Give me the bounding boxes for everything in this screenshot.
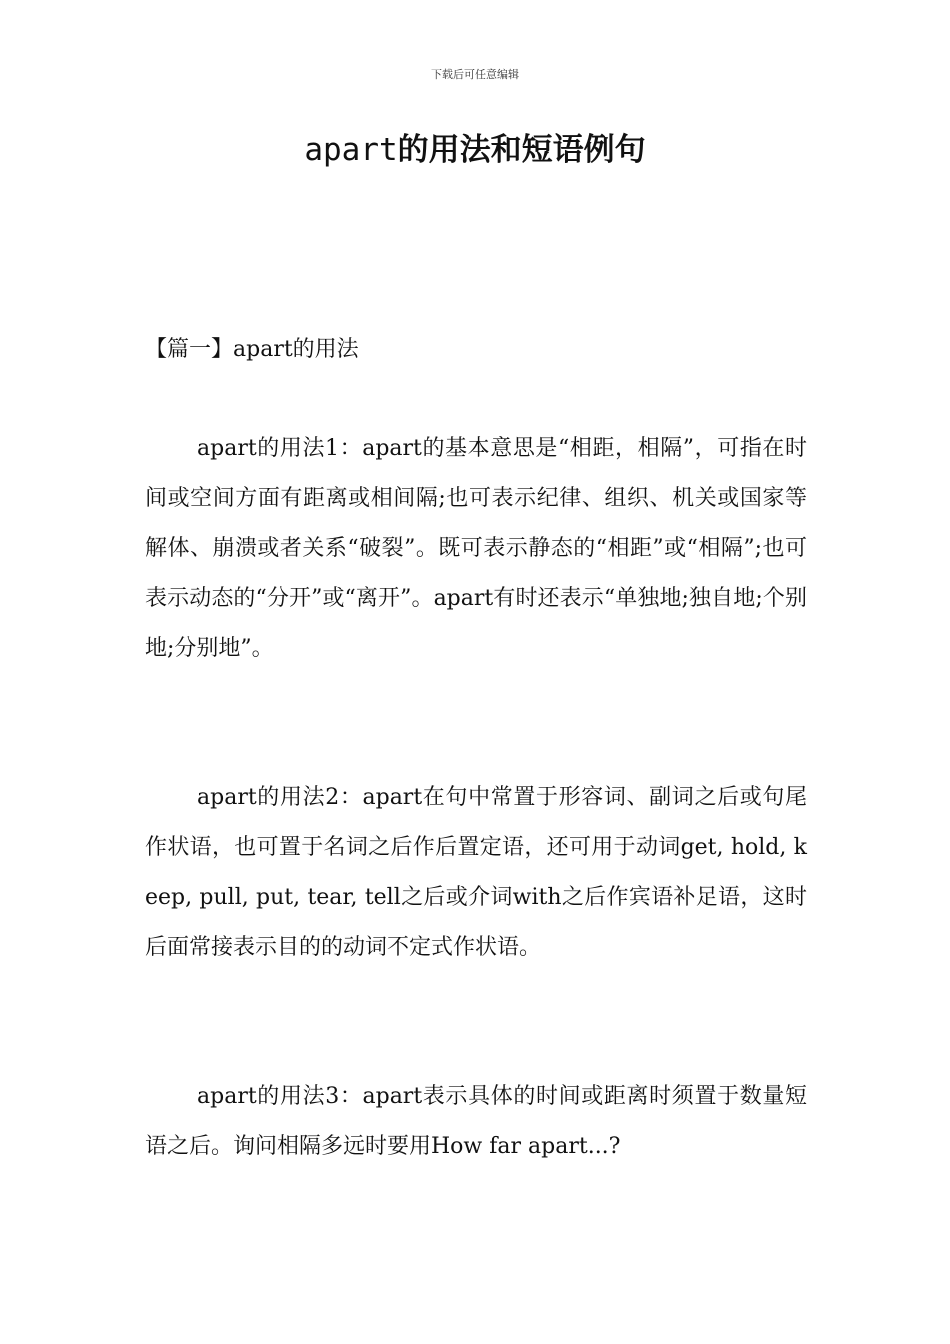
title-latin: apart (304, 132, 398, 168)
title-rest: 的用法和短语例句 (397, 132, 646, 168)
paragraph-usage-1: apart的用法1：apart的基本意思是“相距，相隔”，可指在时间或空间方面有距离或相间隔;也可表示纪律、组织、机关或国家等解体、崩溃或者关系“破裂”。既可表示静态的“相距”或“相隔”;也可表示动态的“分开”或“离开”。apart有时还表示“单独地;独自地;个别地;分别地”。 (145, 436, 807, 661)
section-heading: 【篇一】apart的用法 (145, 337, 359, 362)
document-title (0, 128, 950, 172)
paragraph-usage-3: apart的用法3：apart表示具体的时间或距离时须置于数量短语之后。询问相隔多远时要用How far apart...? (145, 1084, 807, 1159)
header-note: 下载后可任意编辑 (431, 68, 519, 81)
paragraph-usage-2: apart的用法2：apart在句中常置于形容词、副词之后或句尾作状语，也可置于名词之后作后置定语，还可用于动词get, hold, keep, pull, put, tear, tell之后或介词with之后作宾语补足语，这时后面常接表示目的的动词不定式作状语。 (145, 785, 807, 960)
